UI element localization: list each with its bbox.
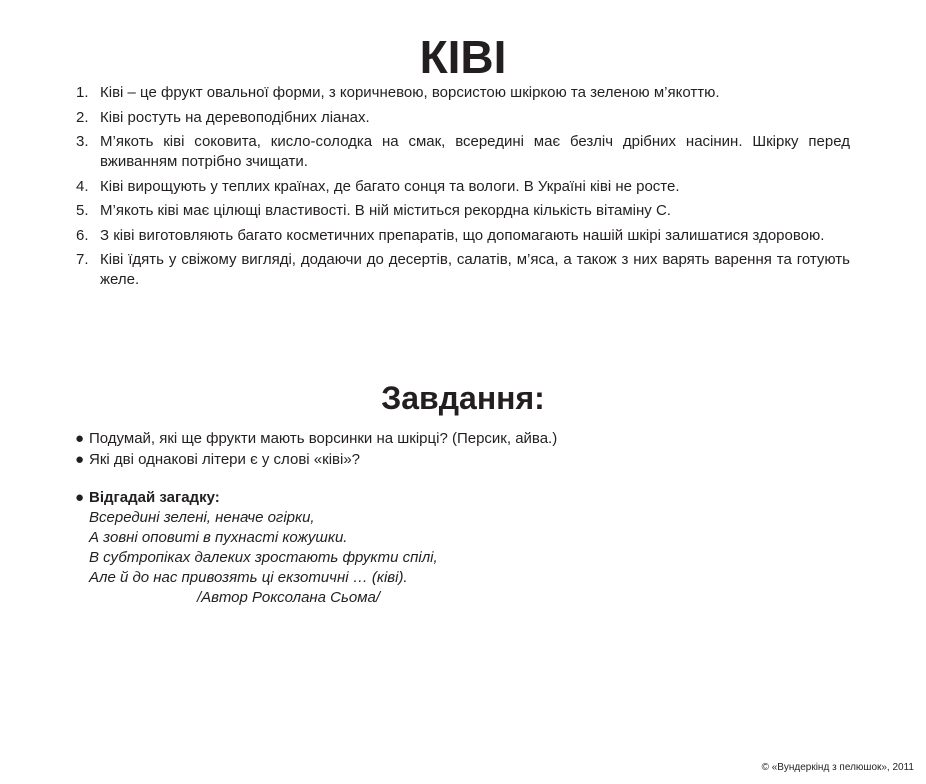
page-title: КІВІ — [419, 31, 507, 83]
riddle-line: В субтропіках далеких зростають фрукти спілі, — [89, 549, 438, 566]
list-item-number: 6. — [76, 226, 89, 244]
list-item — [76, 108, 850, 128]
riddle-heading — [75, 488, 855, 508]
list-item — [76, 226, 850, 246]
list-item-text: Ківі їдять у свіжому вигляді, додаючи до десертів, салатів, м’яса, а також з них варять варення та готують желе. — [100, 251, 850, 288]
task-text: Які дві однакові літери є у слові «ківі»? — [89, 451, 361, 468]
list-item-text: М’якоть ківі має цілющі властивості. В ній міститься рекордна кількість вітаміну С. — [100, 202, 671, 219]
list-item-number: 7. — [76, 251, 89, 268]
facts-list — [76, 83, 850, 295]
bullet-icon: ● — [75, 430, 85, 447]
list-item — [76, 83, 850, 103]
tasks-title: Завдання: — [381, 380, 545, 416]
list-item-number: 1. — [76, 84, 89, 101]
list-item-number: 3. — [76, 133, 89, 150]
riddle-block — [75, 488, 855, 608]
riddle-line: Але й до нас привозять ці екзотичні … (ківі). — [89, 569, 408, 586]
list-item-text: З ківі виготовляють багато косметичних препаратів, що допомагають нашій шкірі залишатися здоровою. — [100, 226, 825, 244]
list-item-text: Ківі ростуть на деревоподібних ліанах. — [100, 108, 370, 126]
list-item — [76, 132, 850, 172]
task-item — [75, 450, 855, 470]
copyright-notice: © «Вундеркінд з пелюшок», 2011 — [761, 762, 914, 773]
bullet-icon: ● — [75, 489, 85, 506]
list-item — [76, 177, 850, 197]
list-item — [76, 201, 850, 221]
task-item — [75, 429, 855, 449]
list-item-number: 4. — [76, 177, 89, 195]
task-text: Подумай, які ще фрукти мають ворсинки на шкірці? (Персик, айва.) — [89, 430, 558, 447]
list-item-number: 2. — [76, 108, 89, 126]
riddle-lines — [75, 508, 855, 608]
riddle-author: /Автор Роксолана Сьома/ — [197, 589, 381, 606]
list-item-number: 5. — [76, 202, 89, 219]
list-item — [76, 250, 850, 290]
tasks-list — [75, 429, 855, 471]
list-item-text: Ківі вирощують у теплих країнах, де багато сонця та вологи. В Україні ківі не росте. — [100, 177, 680, 195]
bullet-icon: ● — [75, 451, 85, 468]
riddle-line: Всередині зелені, неначе огірки, — [89, 509, 315, 526]
list-item-text: М’якоть ківі соковита, кисло-солодка на смак, всередині має безліч дрібних насінин. Шкірку перед вживанням потрібно зчищати. — [100, 133, 850, 170]
riddle-heading-text: Відгадай загадку: — [89, 489, 220, 506]
list-item-text: Ківі – це фрукт овальної форми, з коричневою, ворсистою шкіркою та зеленою м’якоттю. — [100, 84, 720, 101]
riddle-line: А зовні оповиті в пухнасті кожушки. — [89, 529, 348, 546]
